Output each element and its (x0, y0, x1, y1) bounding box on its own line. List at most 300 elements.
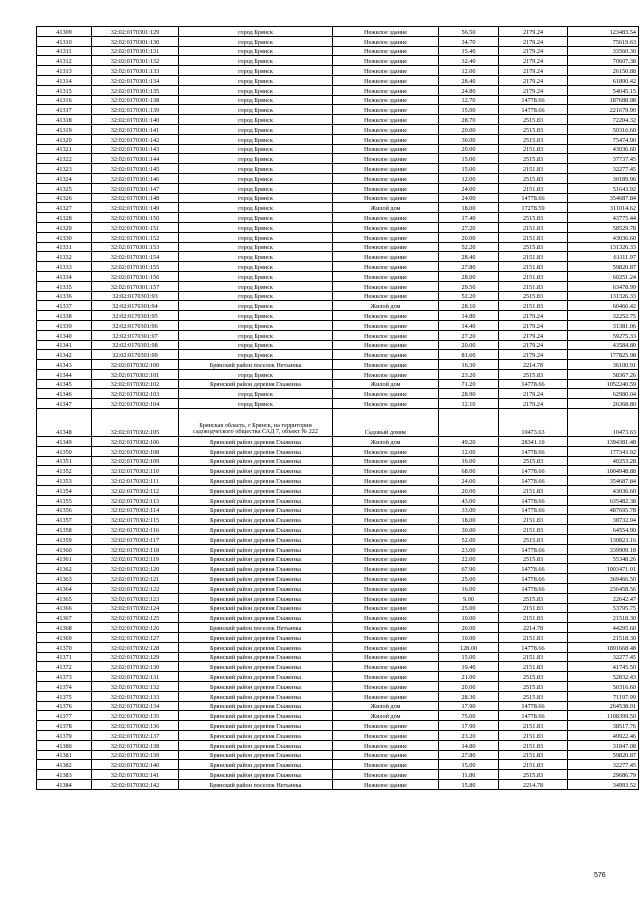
cell-area: 12.10 (439, 399, 499, 409)
cell-cadastral-value: 53795.75 (568, 603, 639, 613)
cell-cadastral-number: 32:02:0170302:101 (92, 369, 179, 379)
cell-specific-value: 2179.24 (499, 56, 568, 66)
cell-object-type: Нежилое здание (333, 399, 439, 409)
cell-address: город Брянск (179, 105, 333, 115)
cell-row-number: 41383 (37, 770, 92, 780)
cell-cadastral-value: 59820.87 (568, 750, 639, 760)
cell-object-type: Нежилое здание (333, 505, 439, 515)
cell-object-type: Нежилое здание (333, 564, 439, 574)
cell-address: город Брянск (179, 203, 333, 213)
cell-cadastral-number: 32:02:0170301:99 (92, 350, 179, 360)
cell-area: 20.00 (439, 682, 499, 692)
table-row (37, 124, 639, 134)
cell-row-number: 41356 (37, 505, 92, 515)
cell-row-number: 41353 (37, 476, 92, 486)
cell-specific-value: 2179.24 (499, 330, 568, 340)
cell-cadastral-value: 38517.76 (568, 721, 639, 731)
table-row (37, 779, 639, 789)
cell-row-number: 41342 (37, 350, 92, 360)
cell-area: 27.20 (439, 222, 499, 232)
cell-cadastral-value: 1003471.01 (568, 564, 639, 574)
cell-area: 15.80 (439, 779, 499, 789)
cell-address: Брянский район поселок Нетьинка (179, 360, 333, 370)
cell-cadastral-number: 32:02:0170301:142 (92, 134, 179, 144)
cell-object-type: Нежилое здание (333, 95, 439, 105)
cell-cadastral-number: 32:02:0170302:118 (92, 544, 179, 554)
cell-address: Брянский район деревня Глаженка (179, 603, 333, 613)
cell-area: 15.00 (439, 652, 499, 662)
cell-row-number: 41382 (37, 760, 92, 770)
cell-row-number: 41324 (37, 173, 92, 183)
cell-specific-value: 2151.83 (499, 525, 568, 535)
cell-cadastral-number: 32:02:0170302:142 (92, 779, 179, 789)
table-body (37, 27, 639, 790)
cell-area: 71.20 (439, 379, 499, 389)
cell-specific-value: 2515.83 (499, 672, 568, 682)
table-row (37, 770, 639, 780)
cell-area: 67.90 (439, 564, 499, 574)
cell-cadastral-value: 30189.96 (568, 173, 639, 183)
cell-area: 28.40 (439, 252, 499, 262)
cell-area: 12.70 (439, 95, 499, 105)
cell-specific-value: 2515.83 (499, 770, 568, 780)
cell-cadastral-number: 32:02:0170302:110 (92, 466, 179, 476)
cell-object-type: Нежилое здание (333, 350, 439, 360)
cell-specific-value: 2179.24 (499, 399, 568, 409)
cell-cadastral-value: 41745.50 (568, 662, 639, 672)
cell-area: 29.50 (439, 281, 499, 291)
table-row (37, 242, 639, 252)
cell-specific-value: 2151.83 (499, 721, 568, 731)
cell-row-number: 41311 (37, 46, 92, 56)
cell-area: 16.00 (439, 456, 499, 466)
cell-row-number: 41373 (37, 672, 92, 682)
cell-row-number: 41378 (37, 721, 92, 731)
cell-row-number: 41321 (37, 144, 92, 154)
cell-area: 12.00 (439, 66, 499, 76)
cell-object-type: Жилой дом (333, 379, 439, 389)
cell-address: город Брянск (179, 124, 333, 134)
cell-row-number: 41364 (37, 584, 92, 594)
cell-specific-value: 2151.83 (499, 515, 568, 525)
table-row (37, 544, 639, 554)
cell-row-number: 41381 (37, 750, 92, 760)
cell-cadastral-value: 61111.97 (568, 252, 639, 262)
cell-object-type: Жилой дом (333, 701, 439, 711)
cell-specific-value: 2515.83 (499, 369, 568, 379)
cell-area: 18.00 (439, 515, 499, 525)
cell-row-number: 41350 (37, 446, 92, 456)
cell-row-number: 41360 (37, 544, 92, 554)
table-row (37, 399, 639, 409)
table-row (37, 642, 639, 652)
cell-area: 23.00 (439, 544, 499, 554)
cell-area: 24.00 (439, 476, 499, 486)
cell-cadastral-value: 43036.60 (568, 144, 639, 154)
cell-row-number: 41375 (37, 691, 92, 701)
cell-area: 10.00 (439, 633, 499, 643)
cell-row-number: 41359 (37, 535, 92, 545)
cell-specific-value: 2151.83 (499, 183, 568, 193)
cell-area: 18.00 (439, 203, 499, 213)
cell-address: город Брянск (179, 144, 333, 154)
cell-address: Брянский район деревня Глаженка (179, 613, 333, 623)
cell-specific-value: 2179.24 (499, 66, 568, 76)
cell-address: Брянский район деревня Глаженка (179, 505, 333, 515)
table-row (37, 360, 639, 370)
cell-row-number: 41379 (37, 730, 92, 740)
cell-row-number: 41363 (37, 574, 92, 584)
cell-cadastral-value: 264538.01 (568, 701, 639, 711)
cell-cadastral-number: 32:02:0170301:147 (92, 183, 179, 193)
cell-object-type: Нежилое здание (333, 603, 439, 613)
cell-cadastral-number: 32:02:0170302:103 (92, 389, 179, 399)
cell-specific-value: 2179.24 (499, 85, 568, 95)
cell-specific-value: 2151.83 (499, 301, 568, 311)
cell-specific-value: 14778.66 (499, 95, 568, 105)
cell-cadastral-value: 1394381.48 (568, 437, 639, 447)
page-number: 576 (594, 872, 606, 879)
table-row (37, 144, 639, 154)
table-row (37, 535, 639, 545)
cell-row-number: 41344 (37, 369, 92, 379)
cell-object-type: Нежилое здание (333, 262, 439, 272)
cell-row-number: 41351 (37, 456, 92, 466)
cell-cadastral-value: 10473.63 (568, 409, 639, 437)
cell-object-type: Нежилое здание (333, 593, 439, 603)
cell-area: 52.20 (439, 242, 499, 252)
cell-object-type: Нежилое здание (333, 124, 439, 134)
cell-cadastral-value: 58529.78 (568, 222, 639, 232)
cell-address: город Брянск (179, 320, 333, 330)
cell-address: город Брянск (179, 183, 333, 193)
cell-specific-value: 2179.24 (499, 340, 568, 350)
cell-area: 28.90 (439, 389, 499, 399)
cell-row-number: 41339 (37, 320, 92, 330)
cell-object-type: Садовый домик (333, 409, 439, 437)
cell-area: 52.20 (439, 291, 499, 301)
cell-row-number: 41374 (37, 682, 92, 692)
cell-specific-value: 14778.66 (499, 701, 568, 711)
cell-address: Брянский район деревня Глаженка (179, 750, 333, 760)
cell-specific-value: 2515.83 (499, 682, 568, 692)
cell-cadastral-value: 61890.42 (568, 75, 639, 85)
cell-specific-value: 2151.83 (499, 281, 568, 291)
cell-cadastral-value: 50316.60 (568, 124, 639, 134)
cell-area: 20.00 (439, 144, 499, 154)
cell-address: Брянский район деревня Глаженка (179, 662, 333, 672)
cell-object-type: Нежилое здание (333, 486, 439, 496)
cell-specific-value: 2515.83 (499, 535, 568, 545)
cell-row-number: 41314 (37, 75, 92, 85)
cell-address: Брянский район деревня Глаженка (179, 711, 333, 721)
cell-row-number: 41341 (37, 340, 92, 350)
cell-specific-value: 2214.78 (499, 360, 568, 370)
cell-address: Брянский район деревня Глаженка (179, 446, 333, 456)
cell-specific-value: 2179.24 (499, 36, 568, 46)
cell-cadastral-number: 32:02:0170301:140 (92, 115, 179, 125)
table-row (37, 183, 639, 193)
cell-area: 14.80 (439, 311, 499, 321)
cell-row-number: 41349 (37, 437, 92, 447)
cell-cadastral-number: 32:02:0170301:151 (92, 222, 179, 232)
cell-cadastral-value: 43584.80 (568, 340, 639, 350)
table-row (37, 164, 639, 174)
cell-address: Брянский район деревня Глаженка (179, 682, 333, 692)
cell-specific-value: 2151.83 (499, 164, 568, 174)
cell-specific-value: 2151.83 (499, 252, 568, 262)
cell-row-number: 41380 (37, 740, 92, 750)
cell-address: город Брянск (179, 222, 333, 232)
cell-area: 28.10 (439, 301, 499, 311)
table-row (37, 389, 639, 399)
cell-object-type: Нежилое здание (333, 27, 439, 37)
cell-cadastral-value: 26150.88 (568, 66, 639, 76)
table-row (37, 105, 639, 115)
cell-address: Брянский район деревня Глаженка (179, 574, 333, 584)
table-row (37, 115, 639, 125)
cell-specific-value: 17278.59 (499, 203, 568, 213)
cell-row-number: 41309 (37, 27, 92, 37)
cell-address: город Брянск (179, 164, 333, 174)
cell-specific-value: 14778.66 (499, 476, 568, 486)
table-row (37, 613, 639, 623)
cell-area: 10.00 (439, 613, 499, 623)
cell-address: город Брянск (179, 389, 333, 399)
cell-cadastral-value: 369466.50 (568, 574, 639, 584)
cell-area: 15.00 (439, 154, 499, 164)
cell-row-number: 41318 (37, 115, 92, 125)
cell-cadastral-value: 354687.84 (568, 193, 639, 203)
cell-object-type: Нежилое здание (333, 173, 439, 183)
cell-object-type: Нежилое здание (333, 311, 439, 321)
cell-address: Брянский район деревня Глаженка (179, 564, 333, 574)
cell-cadastral-number: 32:02:0170302:113 (92, 495, 179, 505)
table-row (37, 134, 639, 144)
cell-cadastral-number: 32:02:0170301:149 (92, 203, 179, 213)
cell-address: Брянский район деревня Глаженка (179, 535, 333, 545)
cell-row-number: 41325 (37, 183, 92, 193)
cell-cadastral-value: 131326.33 (568, 242, 639, 252)
cell-cadastral-value: 1891668.48 (568, 642, 639, 652)
table-row (37, 271, 639, 281)
cell-object-type: Нежилое здание (333, 652, 439, 662)
cell-specific-value: 2179.24 (499, 320, 568, 330)
cell-cadastral-value: 55348.26 (568, 554, 639, 564)
cell-specific-value: 2151.83 (499, 750, 568, 760)
cell-address: город Брянск (179, 242, 333, 252)
cell-cadastral-value: 62980.04 (568, 389, 639, 399)
cell-row-number: 41345 (37, 379, 92, 389)
cell-row-number: 41312 (37, 56, 92, 66)
cell-object-type: Нежилое здание (333, 36, 439, 46)
cell-address: Брянский район поселок Нетьинка (179, 623, 333, 633)
cell-address: город Брянск (179, 213, 333, 223)
cell-address: Брянский район деревня Глаженка (179, 437, 333, 447)
cell-cadastral-value: 1004948.88 (568, 466, 639, 476)
cell-row-number: 41347 (37, 399, 92, 409)
cell-cadastral-value: 75619.63 (568, 36, 639, 46)
cell-cadastral-number: 32:02:0170301:98 (92, 340, 179, 350)
cell-area: 14.40 (439, 320, 499, 330)
cell-object-type: Нежилое здание (333, 46, 439, 56)
cell-row-number: 41336 (37, 291, 92, 301)
cell-area: 17.40 (439, 213, 499, 223)
cell-object-type: Нежилое здание (333, 85, 439, 95)
cell-cadastral-number: 32:02:0170302:140 (92, 760, 179, 770)
cell-object-type: Нежилое здание (333, 389, 439, 399)
cell-cadastral-number: 32:02:0170302:105 (92, 409, 179, 437)
cell-area: 20.00 (439, 486, 499, 496)
cell-address: город Брянск (179, 311, 333, 321)
cell-cadastral-number: 32:02:0170302:130 (92, 662, 179, 672)
cell-area: 14.80 (439, 740, 499, 750)
cell-row-number: 41322 (37, 154, 92, 164)
cell-row-number: 41338 (37, 311, 92, 321)
cell-specific-value: 14778.66 (499, 379, 568, 389)
cell-cadastral-number: 32:02:0170302:100 (92, 360, 179, 370)
cell-row-number: 41367 (37, 613, 92, 623)
cell-address: Брянский район деревня Глаженка (179, 721, 333, 731)
cell-area: 28.40 (439, 75, 499, 85)
cell-cadastral-number: 32:02:0170302:108 (92, 446, 179, 456)
cell-area: 32.40 (439, 56, 499, 66)
cell-object-type: Нежилое здание (333, 66, 439, 76)
cell-cadastral-number: 32:02:0170302:141 (92, 770, 179, 780)
cell-address: Брянский район деревня Глаженка (179, 642, 333, 652)
cell-object-type: Нежилое здание (333, 574, 439, 584)
cell-area: 56.50 (439, 27, 499, 37)
cell-specific-value: 2151.83 (499, 730, 568, 740)
cell-address: Брянский район деревня Глаженка (179, 466, 333, 476)
cell-cadastral-number: 32:02:0170302:106 (92, 437, 179, 447)
cell-object-type: Нежилое здание (333, 682, 439, 692)
cell-area: 23.20 (439, 730, 499, 740)
cell-row-number: 41329 (37, 222, 92, 232)
cell-row-number: 41372 (37, 662, 92, 672)
cell-row-number: 41370 (37, 642, 92, 652)
cell-address: Брянский район деревня Глаженка (179, 740, 333, 750)
table-row (37, 203, 639, 213)
cell-object-type: Нежилое здание (333, 750, 439, 760)
cell-area: 20.00 (439, 232, 499, 242)
cell-cadastral-value: 52832.43 (568, 672, 639, 682)
cell-cadastral-number: 32:02:0170302:134 (92, 701, 179, 711)
table-row (37, 750, 639, 760)
cell-cadastral-number: 32:02:0170301:133 (92, 66, 179, 76)
cell-cadastral-number: 32:02:0170301:94 (92, 301, 179, 311)
cell-area: 22.00 (439, 554, 499, 564)
cell-cadastral-number: 32:02:0170301:146 (92, 173, 179, 183)
table-row (37, 525, 639, 535)
cell-object-type: Нежилое здание (333, 242, 439, 252)
cell-specific-value: 2151.83 (499, 262, 568, 272)
cell-object-type: Нежилое здание (333, 105, 439, 115)
cell-object-type: Нежилое здание (333, 144, 439, 154)
cell-specific-value: 2151.83 (499, 144, 568, 154)
cell-cadastral-value: 311014.62 (568, 203, 639, 213)
table-row (37, 603, 639, 613)
cell-row-number: 41333 (37, 262, 92, 272)
cell-cadastral-number: 32:02:0170301:150 (92, 213, 179, 223)
cell-cadastral-value: 60251.24 (568, 271, 639, 281)
cell-specific-value: 14778.66 (499, 193, 568, 203)
cell-row-number: 41354 (37, 486, 92, 496)
cell-cadastral-value: 50316.60 (568, 682, 639, 692)
cell-specific-value: 2515.83 (499, 134, 568, 144)
table-row (37, 213, 639, 223)
cell-cadastral-value: 29686.79 (568, 770, 639, 780)
cell-cadastral-number: 32:02:0170301:148 (92, 193, 179, 203)
cell-cadastral-number: 32:02:0170302:136 (92, 721, 179, 731)
cell-object-type: Нежилое здание (333, 515, 439, 525)
table-row (37, 652, 639, 662)
cell-specific-value: 2179.24 (499, 75, 568, 85)
cell-address: город Брянск (179, 262, 333, 272)
table-row (37, 456, 639, 466)
cell-row-number: 41352 (37, 466, 92, 476)
table-row (37, 466, 639, 476)
cell-object-type: Нежилое здание (333, 271, 439, 281)
cell-cadastral-value: 26368.80 (568, 399, 639, 409)
cell-cadastral-number: 32:02:0170302:109 (92, 456, 179, 466)
table-row (37, 330, 639, 340)
cell-area: 28.00 (439, 271, 499, 281)
cell-address: город Брянск (179, 252, 333, 262)
cell-cadastral-value: 32277.45 (568, 760, 639, 770)
cell-address: Брянский район деревня Глаженка (179, 584, 333, 594)
cell-object-type: Нежилое здание (333, 183, 439, 193)
cell-row-number: 41343 (37, 360, 92, 370)
cell-specific-value: 2214.78 (499, 779, 568, 789)
cell-specific-value: 2515.83 (499, 154, 568, 164)
cell-cadastral-value: 130823.16 (568, 535, 639, 545)
cell-cadastral-number: 32:02:0170302:131 (92, 672, 179, 682)
cell-address: город Брянск (179, 291, 333, 301)
cell-address: город Брянск (179, 369, 333, 379)
cell-specific-value: 2515.83 (499, 291, 568, 301)
table-row (37, 95, 639, 105)
cell-specific-value: 2179.24 (499, 46, 568, 56)
table-row (37, 495, 639, 505)
cell-cadastral-value: 75474.90 (568, 134, 639, 144)
cell-address: Брянский район деревня Глаженка (179, 486, 333, 496)
cell-cadastral-number: 32:02:0170301:156 (92, 271, 179, 281)
cell-row-number: 41358 (37, 525, 92, 535)
cell-cadastral-number: 32:02:0170302:135 (92, 711, 179, 721)
cell-object-type: Нежилое здание (333, 466, 439, 476)
cell-object-type: Нежилое здание (333, 721, 439, 731)
table-row (37, 691, 639, 701)
cell-area: 17.90 (439, 721, 499, 731)
cell-specific-value: 28341.10 (499, 437, 568, 447)
cell-cadastral-number: 32:02:0170301:96 (92, 320, 179, 330)
cell-object-type: Нежилое здание (333, 193, 439, 203)
cell-address: Брянский район деревня Глаженка (179, 691, 333, 701)
table-row (37, 740, 639, 750)
cell-object-type: Нежилое здание (333, 320, 439, 330)
cell-object-type: Нежилое здание (333, 252, 439, 262)
cell-cadastral-value: 72204.32 (568, 115, 639, 125)
cell-cadastral-number: 32:02:0170301:134 (92, 75, 179, 85)
cell-area: 49.20 (439, 437, 499, 447)
cell-cadastral-number: 32:02:0170301:144 (92, 154, 179, 164)
cell-object-type: Нежилое здание (333, 213, 439, 223)
cell-row-number: 41334 (37, 271, 92, 281)
cell-specific-value: 2515.83 (499, 456, 568, 466)
cell-cadastral-value: 32277.45 (568, 164, 639, 174)
cell-cadastral-value: 32252.75 (568, 311, 639, 321)
